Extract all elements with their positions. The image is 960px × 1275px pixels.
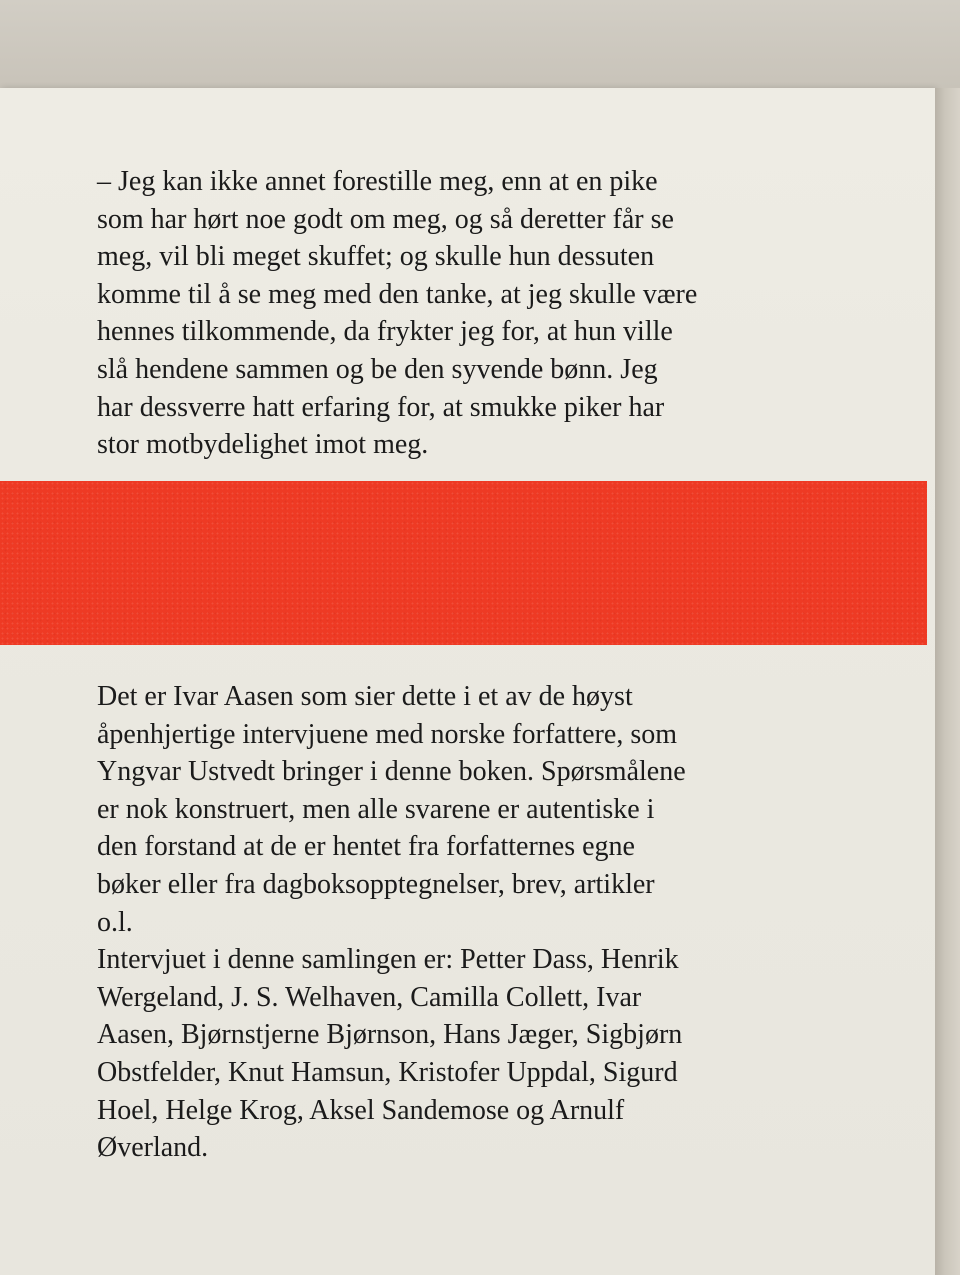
quote-text: – Jeg kan ikke annet forestille meg, enn at en pike som har hørt noe godt om meg, og så deretter får se meg, vil bli meget skuffet; og skulle hun dessuten komme til å se meg med den tanke, at jeg skulle være hennes tilkommende, da frykter jeg for, at hun ville slå hendene sammen og be den syvende bønn. Jeg har dessverre hatt erfaring for, at smukke piker har stor motbydelighet imot meg.: [97, 166, 698, 461]
red-stripe: [0, 481, 927, 645]
description-paragraph-1: Det er Ivar Aasen som sier dette i et av de høyst åpenhjertige intervjuene med norske forfattere, som Yngvar Ustvedt bringer i denne boken. Spørsmålene er nok konstruert, men alle svarene er autentiske i den forstand at de er hentet fra forfatternes egne bøker eller fra dagboksopptegnelser, brev, artikler o.l.: [97, 681, 686, 938]
quote-block: [97, 163, 857, 464]
description-block: [97, 678, 857, 1167]
description-paragraph-2: Intervjuet i denne samlingen er: Petter Dass, Henrik Wergeland, J. S. Welhaven, Camilla Collett, Ivar Aasen, Bjørnstjerne Bjørnson, Hans Jæger, Sigbjørn Obstfelder, Knut Hamsun, Kristofer Uppdal, Sigurd Hoel, Helge Krog, Aksel Sandemose og Arnulf Øverland.: [97, 944, 683, 1164]
background-surface: [0, 0, 960, 88]
jacket-edge: [935, 88, 960, 1275]
